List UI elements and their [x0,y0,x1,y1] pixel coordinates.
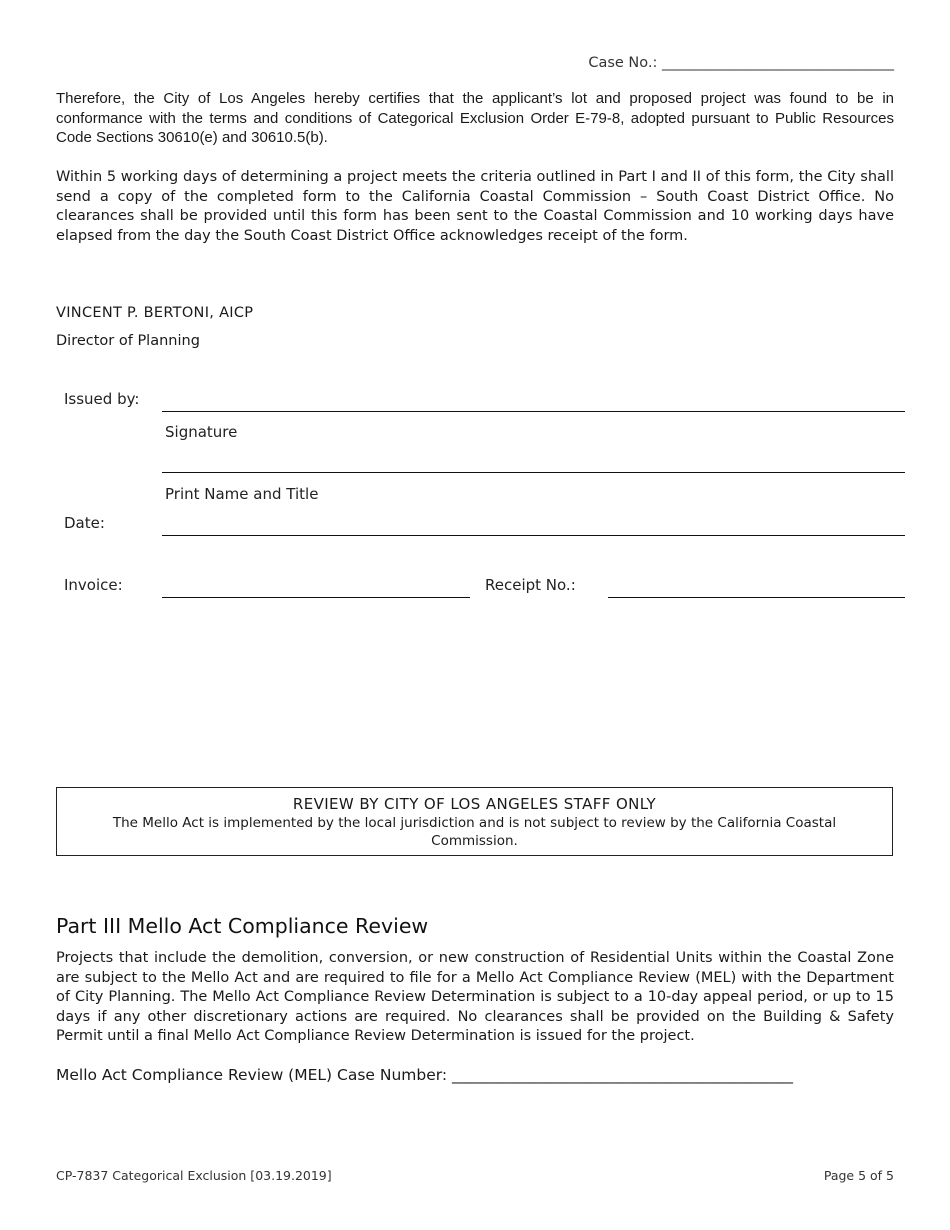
part3-title: Part III Mello Act Compliance Review [56,914,429,938]
date-label: Date: [64,514,105,532]
receipt-label: Receipt No.: [485,576,576,594]
receipt-line[interactable] [608,597,905,598]
staff-review-box [56,787,893,856]
print-name-label: Print Name and Title [165,485,319,503]
signature-line[interactable] [162,411,905,412]
mel-case-number-label: Mello Act Compliance Review (MEL) Case Number: [56,1066,448,1084]
submission-paragraph: Within 5 working days of determining a project meets the criteria outlined in Part I and II of this form, the City shall send a copy of the completed form to the California Coastal Commission – South Coast District Office. No clearances shall be provided until this form has been sent to the Coastal Commission and 10 working days have elapsed from the day the South Coast District Office acknowledges receipt of the form. [56,169,894,244]
print-name-line[interactable] [162,472,905,473]
part3-body: Projects that include the demolition, conversion, or new construction of Residential Units within the Coastal Zone are subject to the Mello Act and are required to file for a Mello Act Compliance Review (MEL) with the Department of City Planning. The Mello Act Compliance Review Determination is subject to a 10-day appeal period, or up to 15 days if any other discretionary actions are required. No clearances shall be provided on the Building & Safety Permit until a final Mello Act Compliance Review Determination is issued for the project. [56,950,894,1044]
review-box-title: REVIEW BY CITY OF LOS ANGELES STAFF ONLY [292,795,657,813]
certification-paragraph: Therefore, the City of Los Angeles hereby certifies that the applicant’s lot and proposed project was found to be in conformance with the terms and conditions of Categorical Exclusion Order E-79-8, adopted pursuant to Public Resources Code Sections 30610(e) and 30610.5(b). [56,90,894,146]
director-name: VINCENT P. BERTONI, AICP [56,305,254,321]
date-line[interactable] [162,535,905,536]
issued-by-label: Issued by: [64,390,140,408]
mel-case-number-blank[interactable]: ____________________________________________ [452,1066,794,1084]
signature-label: Signature [165,423,238,441]
footer-page-number: Page 5 of 5 [823,1168,894,1183]
footer-form-id: CP-7837 Categorical Exclusion [03.19.2019] [56,1168,332,1183]
invoice-label: Invoice: [64,576,123,594]
director-title: Director of Planning [56,333,200,349]
review-box-subtitle: The Mello Act is implemented by the local jurisdiction and is not subject to review by the California Coastal Commission. [112,815,837,849]
case-number-blank[interactable]: ________________________________ [662,55,894,71]
case-number-field [588,55,894,71]
case-number-label: Case No.: [588,55,658,71]
mel-case-number-field [56,1066,793,1084]
invoice-line[interactable] [162,597,470,598]
